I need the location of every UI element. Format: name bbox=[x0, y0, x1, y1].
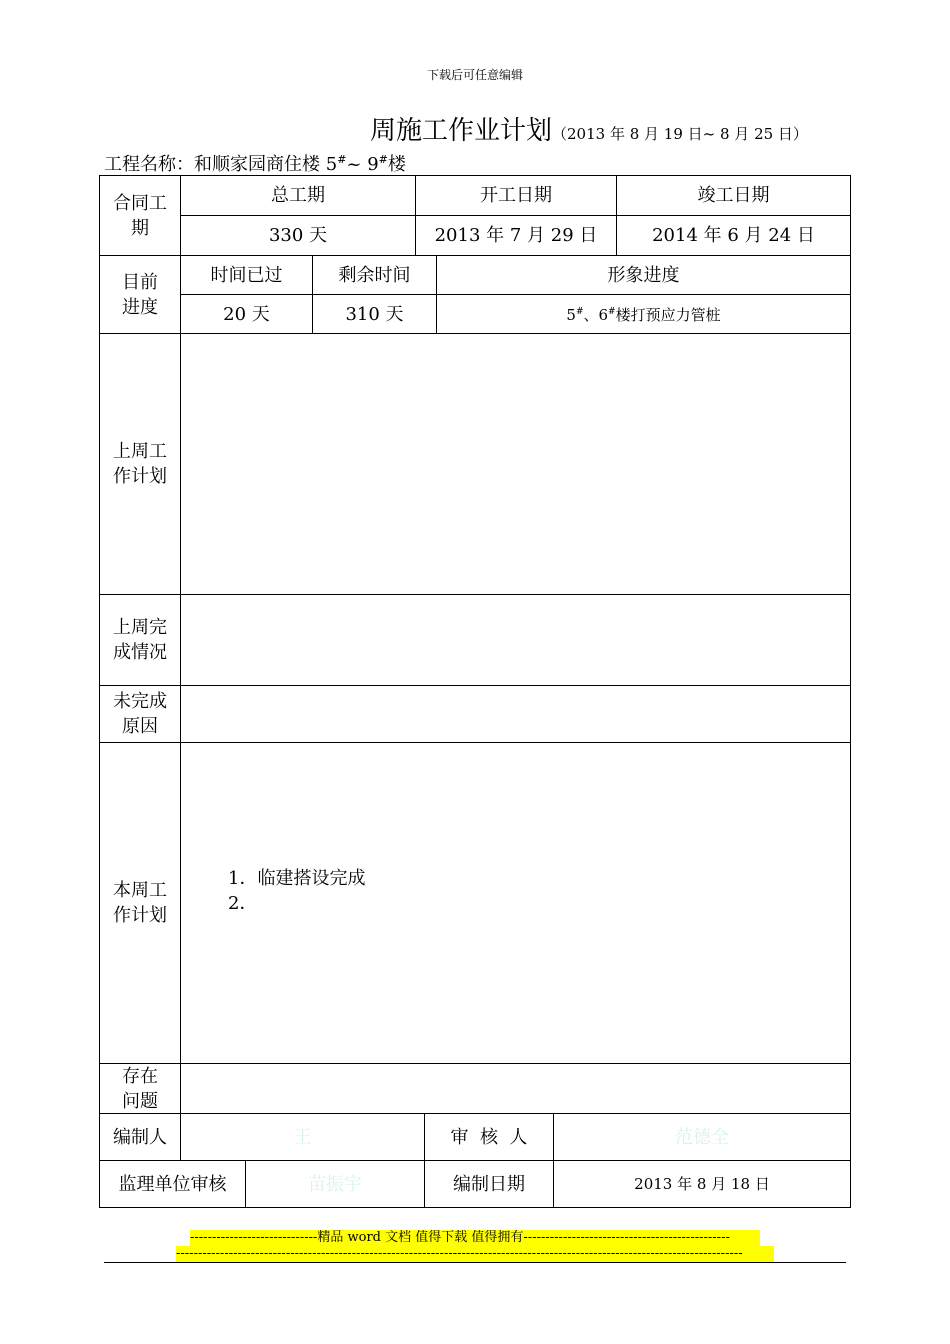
reviewer-signature: 范德全 bbox=[675, 1126, 729, 1148]
this-week-plan-label: 本周工 作计划 bbox=[113, 880, 167, 926]
project-name: 和顺家园商住楼 5 bbox=[194, 154, 338, 175]
reviewer-label: 审 核 人 bbox=[450, 1126, 528, 1148]
current-progress-label bbox=[100, 256, 180, 333]
unfinished-reason-label: 未完成 原因 bbox=[113, 691, 167, 737]
plan-item-2: 2． bbox=[228, 893, 258, 914]
supervisor-signature: 苗振宇 bbox=[308, 1173, 362, 1195]
compiler-signature: 王 bbox=[293, 1126, 312, 1148]
footer-banner-line1: -----------------------------精品 word 文档 值得下载 值得拥有----------------------------------------------- bbox=[190, 1230, 760, 1246]
header-start-date: 开工日期 bbox=[480, 185, 552, 206]
page-title: 周施工作业计划 bbox=[370, 116, 553, 146]
last-week-plan-label: 上周工 作计划 bbox=[113, 441, 167, 487]
image-progress-value: 5#、6#楼打预应力管桩 bbox=[566, 306, 721, 324]
project-sup-1: # bbox=[337, 153, 347, 166]
footer-banner-line2: --------------------------------------------------------------------------------------------------------------------------------- bbox=[176, 1246, 774, 1262]
header-time-remaining: 剩余时间 bbox=[338, 264, 411, 286]
issues-content[interactable] bbox=[181, 1064, 850, 1113]
issues-label: 存在 问题 bbox=[122, 1065, 158, 1112]
last-week-done-label: 上周完 成情况 bbox=[113, 617, 167, 663]
compile-date-label: 编制日期 bbox=[453, 1173, 525, 1195]
compile-date-value: 2013 年 8 月 18 日 bbox=[634, 1174, 770, 1193]
title-row bbox=[370, 110, 808, 147]
plan-item-1: 1．临建搭设完成 bbox=[228, 868, 366, 889]
project-name-line bbox=[104, 150, 406, 176]
last-week-plan-content[interactable] bbox=[181, 334, 850, 594]
contract-label-line2: 期 bbox=[131, 217, 149, 239]
project-sup-2: # bbox=[378, 153, 388, 166]
project-end: 楼 bbox=[387, 154, 406, 175]
project-mid: ~ 9 bbox=[346, 154, 379, 175]
completion-date-value: 2014 年 6 月 24 日 bbox=[652, 225, 815, 246]
project-label: 工程名称： bbox=[104, 154, 194, 175]
start-date-value: 2013 年 7 月 29 日 bbox=[434, 225, 598, 246]
unfinished-reason-content[interactable] bbox=[181, 686, 850, 742]
supervisor-label: 监理单位审核 bbox=[118, 1173, 227, 1195]
title-date-range: （2013 年 8 月 19 日~ 8 月 25 日） bbox=[552, 125, 808, 143]
last-week-done-content[interactable] bbox=[181, 595, 850, 685]
total-period-value: 330 天 bbox=[268, 225, 328, 246]
footer-rule bbox=[104, 1262, 846, 1263]
time-remaining-value: 310 天 bbox=[345, 303, 404, 325]
time-elapsed-value: 20 天 bbox=[223, 303, 270, 325]
header-time-elapsed: 时间已过 bbox=[210, 264, 283, 286]
progress-label-line1: 目前 bbox=[122, 271, 158, 293]
header-total-period: 总工期 bbox=[271, 185, 325, 206]
header-note: 下载后可任意编辑 bbox=[426, 68, 523, 82]
header-image-progress: 形象进度 bbox=[607, 264, 680, 286]
header-completion-date: 竣工日期 bbox=[697, 185, 770, 206]
compiler-label: 编制人 bbox=[113, 1126, 167, 1148]
contract-period-label bbox=[100, 176, 180, 255]
progress-label-line2: 进度 bbox=[122, 296, 158, 318]
contract-label-line1: 合同工 bbox=[113, 192, 167, 214]
